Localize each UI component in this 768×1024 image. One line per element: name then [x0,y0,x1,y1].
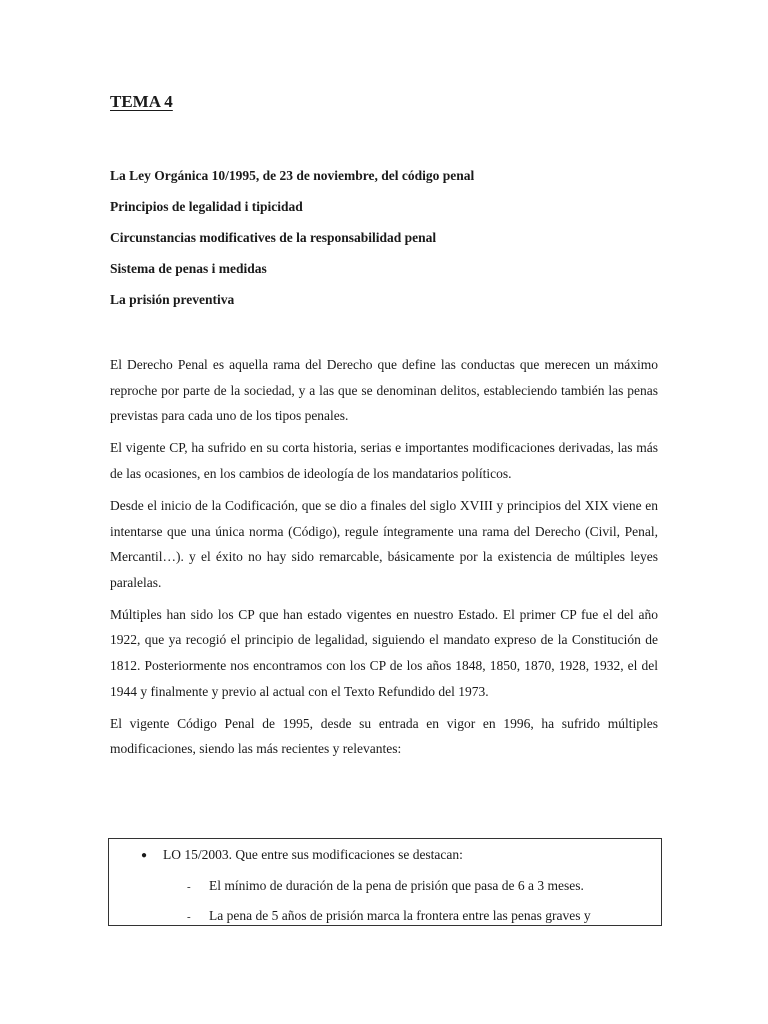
dash-icon: - [187,911,191,923]
sub-list-item-text: El mínimo de duración de la pena de prisión que pasa de 6 a 3 meses. [209,878,584,893]
topic-item: Circunstancias modificatives de la responsabilidad penal [110,230,437,245]
bullet-icon: ● [141,850,148,861]
topic-item: Principios de legalidad i tipicidad [110,199,303,214]
paragraph: El vigente Código Penal de 1995, desde su entrada en vigor en 1996, ha sufrido múltiples modificaciones, siendo las más recientes y relevantes: [110,715,658,757]
sub-list-item [187,876,657,897]
body-text [110,352,658,768]
paragraph: Múltiples han sido los CP que han estado vigentes en nuestro Estado. El primer CP fue el del año 1922, que ya recogió el principio de legalidad, siguiendo el mandato expreso de la Constitución de 1812. Posteriormente nos encontramos con los CP de los años 1848, 1850, 1870, 1928, 1932, el del 1944 y finalmente y previo al actual con el Texto Refundido del 1973. [110,606,658,699]
paragraph: El Derecho Penal es aquella rama del Derecho que define las conductas que merecen un máximo reproche por parte de la sociedad, y a las que se denominan delitos, estableciendo también las penas previstas para cada uno de los tipos penales. [110,357,658,424]
page-title: TEMA 4 [110,92,173,111]
sub-list-item-text: La pena de 5 años de prisión marca la frontera entre las penas graves y [209,908,591,923]
list-item [141,845,463,866]
paragraph: Desde el inicio de la Codificación, que se dio a finales del siglo XVIII y principios del XIX viene en intentarse que una única norma (Código), regule íntegramente una rama del Derecho (Civil, Penal, Mercantil…). y el éxito no hay sido remarcable, básicamente por la existencia de múltiples leyes paralelas. [110,497,658,590]
topic-item: Sistema de penas i medidas [110,261,267,276]
topic-item: La Ley Orgánica 10/1995, de 23 de noviembre, del código penal [110,168,475,183]
list-item-text: LO 15/2003. Que entre sus modificaciones se destacan: [163,847,463,862]
topic-list [110,166,474,321]
topic-item: La prisión preventiva [110,292,235,307]
modifications-box [108,838,662,926]
dash-icon: - [187,881,191,893]
sub-list-item [187,906,657,926]
paragraph: El vigente CP, ha sufrido en su corta historia, serias e importantes modificaciones derivadas, las más de las ocasiones, en los cambios de ideología de los mandatarios políticos. [110,440,658,481]
